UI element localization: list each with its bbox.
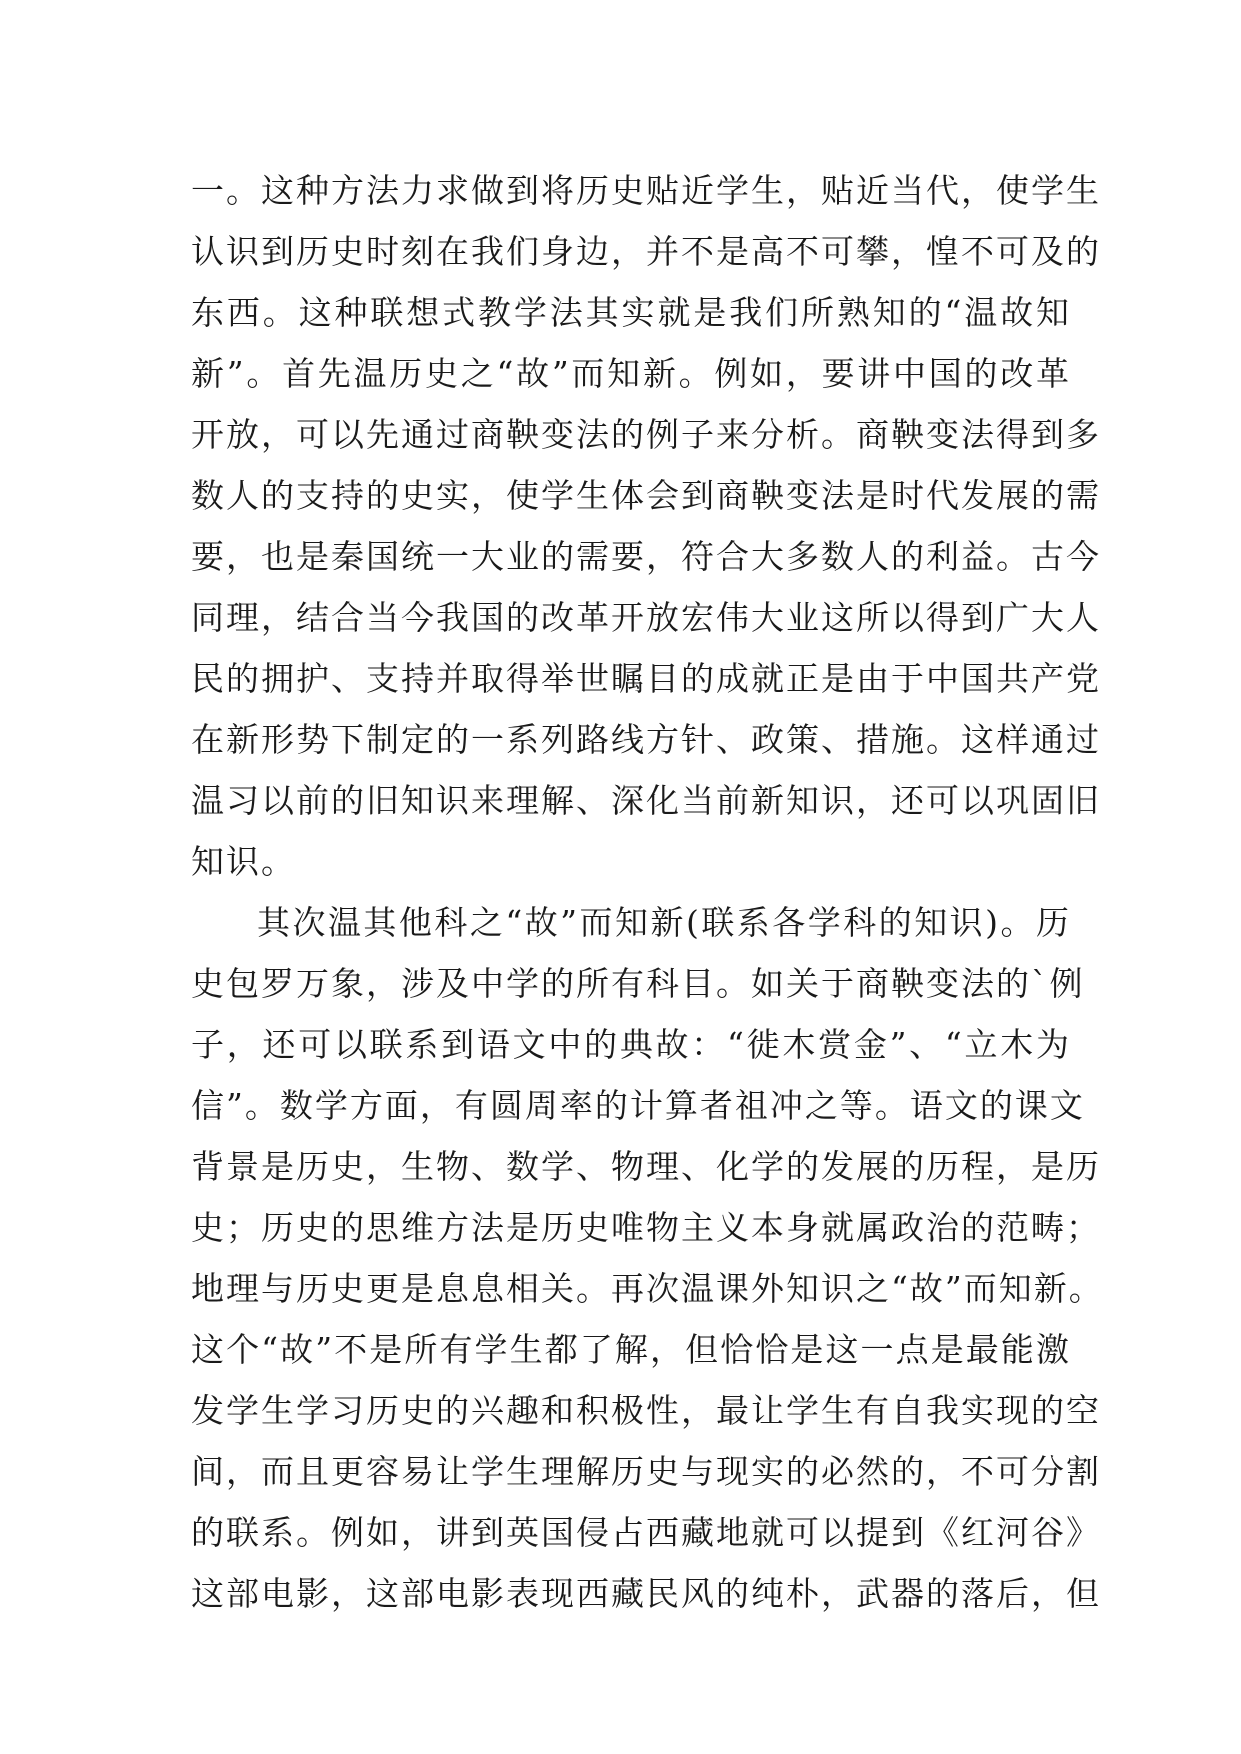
text-line: 史；历史的思维方法是历史唯物主义本身就属政治的范畴； (191, 1208, 1101, 1247)
text-line: 新”。首先温历史之“故”而知新。例如，要讲中国的改革 (191, 354, 1071, 393)
text-line: 间，而且更容易让学生理解历史与现实的必然的，不可分割 (191, 1452, 1101, 1491)
text-line: 其次温其他科之“故”而知新(联系各学科的知识)。历 (257, 903, 1071, 942)
text-line: 的联系。例如，讲到英国侵占西藏地就可以提到《红河谷》 (191, 1513, 1101, 1552)
text-line: 信”。数学方面，有圆周率的计算者祖冲之等。语文的课文 (191, 1086, 1085, 1125)
text-line: 在新形势下制定的一系列路线方针、政策、措施。这样通过 (191, 720, 1101, 759)
text-line: 认识到历史时刻在我们身边，并不是高不可攀，惶不可及的 (191, 232, 1101, 271)
text-line: 背景是历史，生物、数学、物理、化学的发展的历程，是历 (191, 1147, 1101, 1186)
text-line: 数人的支持的史实，使学生体会到商鞅变法是时代发展的需 (191, 476, 1101, 515)
text-line: 这个“故”不是所有学生都了解，但恰恰是这一点是最能激 (191, 1330, 1071, 1369)
text-line: 地理与历史更是息息相关。再次温课外知识之“故”而知新。 (191, 1269, 1104, 1308)
text-line: 一。这种方法力求做到将历史贴近学生，贴近当代，使学生 (191, 171, 1101, 210)
text-line: 同理，结合当今我国的改革开放宏伟大业这所以得到广大人 (191, 598, 1101, 637)
text-line: 要，也是秦国统一大业的需要，符合大多数人的利益。古今 (191, 537, 1101, 576)
text-line: 民的拥护、支持并取得举世瞩目的成就正是由于中国共产党 (191, 659, 1101, 698)
body-text (191, 160, 1104, 1624)
text-line: 发学生学习历史的兴趣和积极性，最让学生有自我实现的空 (191, 1391, 1101, 1430)
text-line: 这部电影，这部电影表现西藏民风的纯朴，武器的落后，但 (191, 1574, 1101, 1613)
text-line: 开放，可以先通过商鞅变法的例子来分析。商鞅变法得到多 (191, 415, 1101, 454)
text-line: 东西。这种联想式教学法其实就是我们所熟知的“温故知 (191, 293, 1071, 332)
paragraph-1 (191, 160, 1101, 892)
text-line: 子，还可以联系到语文中的典故：“徙木赏金”、“立木为 (191, 1025, 1071, 1064)
paragraph-2 (191, 892, 1104, 1624)
text-line: 温习以前的旧知识来理解、深化当前新知识，还可以巩固旧 (191, 781, 1101, 820)
text-line: 史包罗万象，涉及中学的所有科目。如关于商鞅变法的`例 (191, 964, 1085, 1003)
text-line: 知识。 (191, 842, 296, 881)
